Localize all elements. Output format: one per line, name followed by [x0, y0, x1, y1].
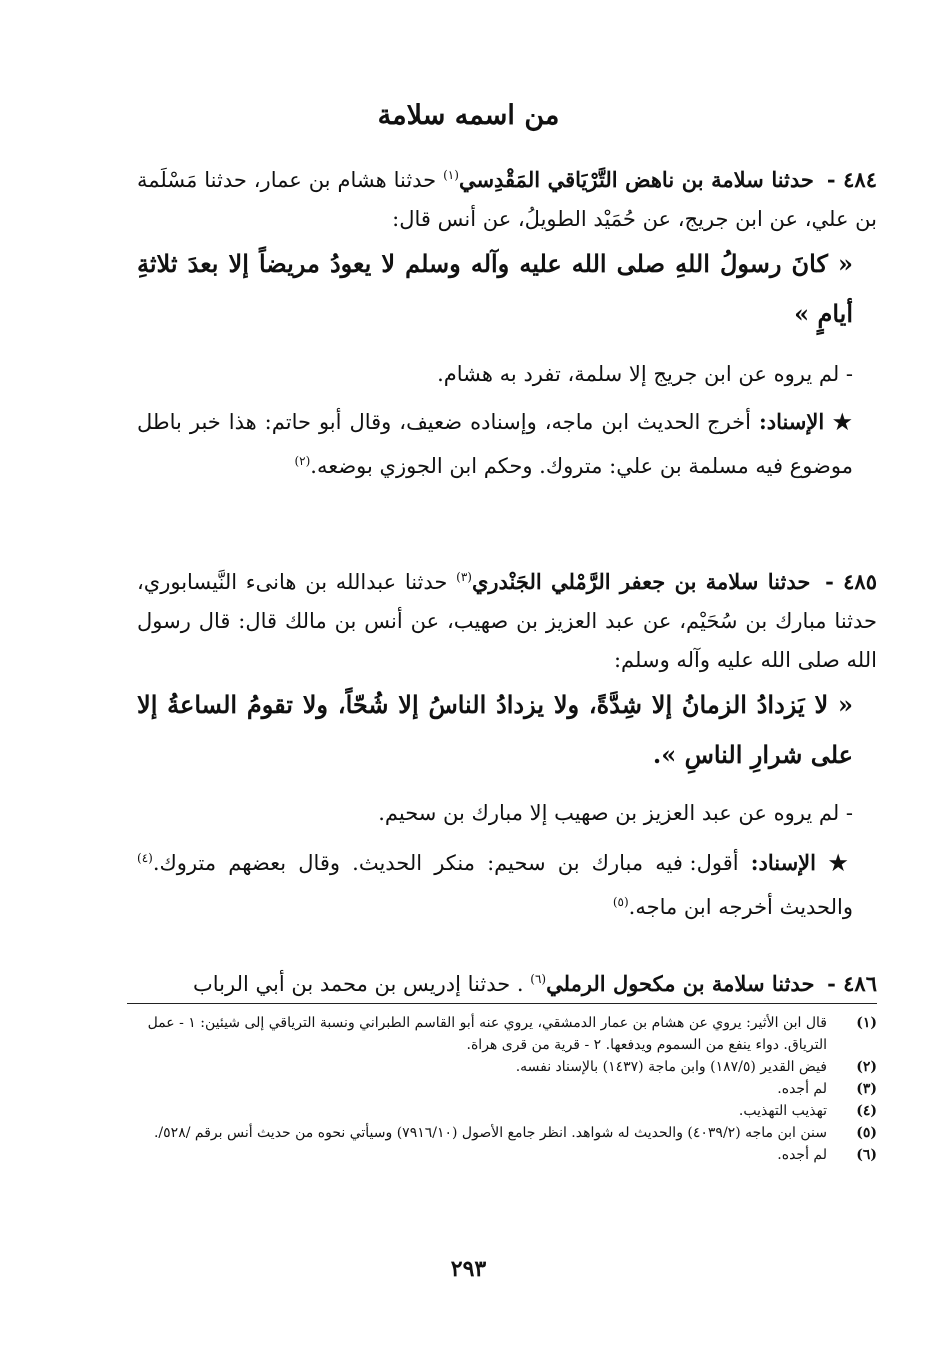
isnad-paragraph — [137, 402, 877, 486]
chain-text: حدثنا هشام بن عمار، حدثنا مَسْلَمة بن علي، عن ابن جريج، عن حُمَيْد الطويلُ، عن أنس قال: — [137, 168, 877, 231]
hadith-number: ٤٨٤ - — [826, 167, 877, 192]
footnote-item — [127, 1122, 877, 1144]
footnote-item — [127, 1144, 877, 1166]
page-number: ٢٩٣ — [450, 1256, 487, 1282]
hadith-number: ٤٨٥ - — [825, 569, 877, 594]
footnote-number: (١) — [856, 1015, 877, 1031]
hadith-entry-485 — [137, 558, 877, 927]
narrator-name: حدثنا سلامة بن مكحول الرملي — [546, 971, 815, 996]
footnote-text: فيض القدير (١٨٧/٥) وابن ماجة (١٤٣٧) بالإسناد نفسه. — [515, 1059, 827, 1075]
footnote-ref: (٢) — [294, 454, 311, 468]
footnote-ref: (١) — [443, 168, 459, 182]
footnote-number: (٤) — [856, 1103, 877, 1119]
footnote-text: لم أجده. — [777, 1081, 827, 1097]
isnad-text: أخرج الحديث ابن ماجه، وإسناده ضعيف، وقال أبو حاتم: هذا خبر باطل موضوع فيه مسلمة بن علي: متروك. وحكم ابن الجوزي بوضعه. — [137, 410, 853, 478]
footnote-number: (٥) — [856, 1125, 877, 1141]
hadith-isnad-line — [137, 960, 877, 1004]
hadith-note: - لم يروه عن عبد العزيز بن صهيب إلا مبارك بن سحيم. — [378, 801, 853, 825]
footnote-number: (٦) — [856, 1147, 877, 1163]
isnad-paragraph — [137, 839, 877, 927]
footnote-ref: (٥) — [612, 895, 629, 909]
narrator-name: حدثنا سلامة بن جعفر الرَّمْلي الجَنْدري — [471, 569, 811, 594]
hadith-note: - لم يروه عن ابن جريج إلا سلمة، تفرد به هشام. — [437, 362, 853, 386]
footnote-item — [127, 1078, 877, 1100]
isnad-label: ★ الإسناد: — [758, 409, 853, 434]
hadith-entry-484 — [137, 156, 877, 486]
footnote-divider — [127, 1003, 877, 1004]
hadith-text: « كانَ رسولُ اللهِ صلى الله عليه وآله وسلم لا يعودُ مريضاً إلا بعدَ ثلاثةِ أيامٍ » — [137, 249, 853, 328]
hadith-isnad-line — [137, 156, 877, 239]
footnote-ref: (٣) — [456, 570, 472, 584]
footnote-text: قال ابن الأثير: يروي عن هشام بن عمار الدمشقي، يروي عنه أبو القاسم الطبراني ونسبة الترياقي إلى شيئين: ١ - عمل الترياق. دواء ينفع من السموم ويدفعها. ٢ - قرية من قرى هراة. — [147, 1015, 827, 1053]
footnotes — [127, 1012, 877, 1166]
footnote-ref: (٦) — [530, 972, 547, 986]
hadith-isnad-line — [137, 558, 877, 680]
footnote-item — [127, 1100, 877, 1122]
isnad-text: والحديث أخرجه ابن ماجه. — [628, 895, 853, 919]
hadith-text: « لا يَزدادُ الزمانُ إلا شِدَّةً، ولا يزدادُ الناسُ إلا شُحّاً، ولا تقومُ الساعةُ إلا على شرارِ الناسِ ». — [137, 690, 854, 769]
hadith-number: ٤٨٦ - — [827, 971, 877, 996]
isnad-label: ★ الإسناد: — [750, 850, 853, 875]
footnote-number: (٣) — [856, 1081, 877, 1097]
section-title: من اسمه سلامة — [377, 100, 560, 131]
footnote-number: (٢) — [856, 1059, 877, 1075]
footnote-text: تهذيب التهذيب. — [738, 1103, 827, 1119]
isnad-text: أقول: فيه مبارك بن سحيم: منكر الحديث. وقال بعضهم متروك. — [152, 851, 739, 875]
footnote-text: سنن ابن ماجه (٤٠٣٩/٢) والحديث له شواهد. انظر جامع الأصول (٧٩١٦/١٠) وسيأتي نحوه من حديث أنس برقم /٥٢٨/. — [153, 1125, 827, 1141]
hadith-entry-486 — [137, 960, 877, 1004]
chain-text: حدثنا عبدالله بن هانىء النَّيسابوري، حدثنا مبارك بن سُحَيْم، عن عبد العزيز بن صهيب، عن أنس بن مالك قال: قال رسول الله صلى الله عليه وآله وسلم: — [137, 570, 877, 672]
chain-text: . حدثنا إدريس بن محمد بن أبي الرباب — [193, 972, 524, 996]
footnote-ref: (٤) — [137, 851, 153, 865]
narrator-name: حدثنا سلامة بن ناهض التَّرْيَاقي المَقْدِسي — [458, 167, 814, 192]
footnote-item — [127, 1056, 877, 1078]
footnote-text: لم أجده. — [777, 1147, 827, 1163]
footnote-item — [127, 1012, 877, 1056]
